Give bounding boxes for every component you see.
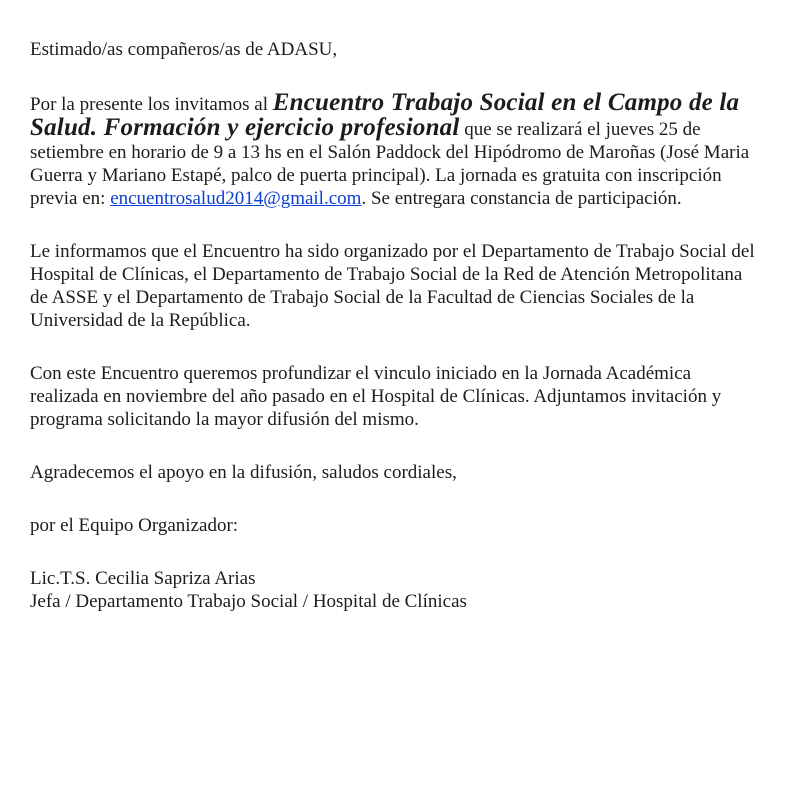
team-line: por el Equipo Organizador: [30,515,239,536]
purpose-paragraph: Con este Encuentro queremos profundizar el vinculo iniciado en la Jornada Académica realizada en noviembre del año pasado en el Hospital de Clínicas. Adjuntamos invitación y programa solicitando la mayor difusión del mismo. [30,363,722,430]
thanks-paragraph: Agradecemos el apoyo en la difusión, saludos cordiales, [30,462,457,483]
invitation-paragraph [30,91,760,210]
email-link[interactable]: encuentrosalud2014@gmail.com [110,188,362,209]
signature-title: Jefa / Departamento Trabajo Social / Hospital de Clínicas [30,591,467,612]
signature-name: Lic.T.S. Cecilia Sapriza Arias [30,568,256,589]
greeting: Estimado/as compañeros/as de ADASU, [30,39,338,60]
signature-block [30,567,760,613]
certificate-note: . Se entregara constancia de participación. [361,188,682,209]
event-title: Encuentro Trabajo Social en el Campo de la Salud. Formación y ejercicio profesional [30,89,740,141]
invitation-intro: Por la presente los invitamos al [30,94,273,115]
letter-body [30,38,760,613]
event-details: que se realizará el jueves 25 de setiembre en horario de 9 a 13 hs en el Salón Paddock del Hipódromo de Maroñas (José Maria Guerra y Mariano Estapé, palco de puerta principal). La jornada es gratuita con inscripción previa en: [30,119,750,209]
organizers-paragraph: Le informamos que el Encuentro ha sido organizado por el Departamento de Trabajo Social del Hospital de Clínicas, el Departamento de Trabajo Social de la Red de Atención Metropolitana de ASSE y el Departamento de Trabajo Social de la Facultad de Ciencias Sociales de la Universidad de la República. [30,241,755,331]
